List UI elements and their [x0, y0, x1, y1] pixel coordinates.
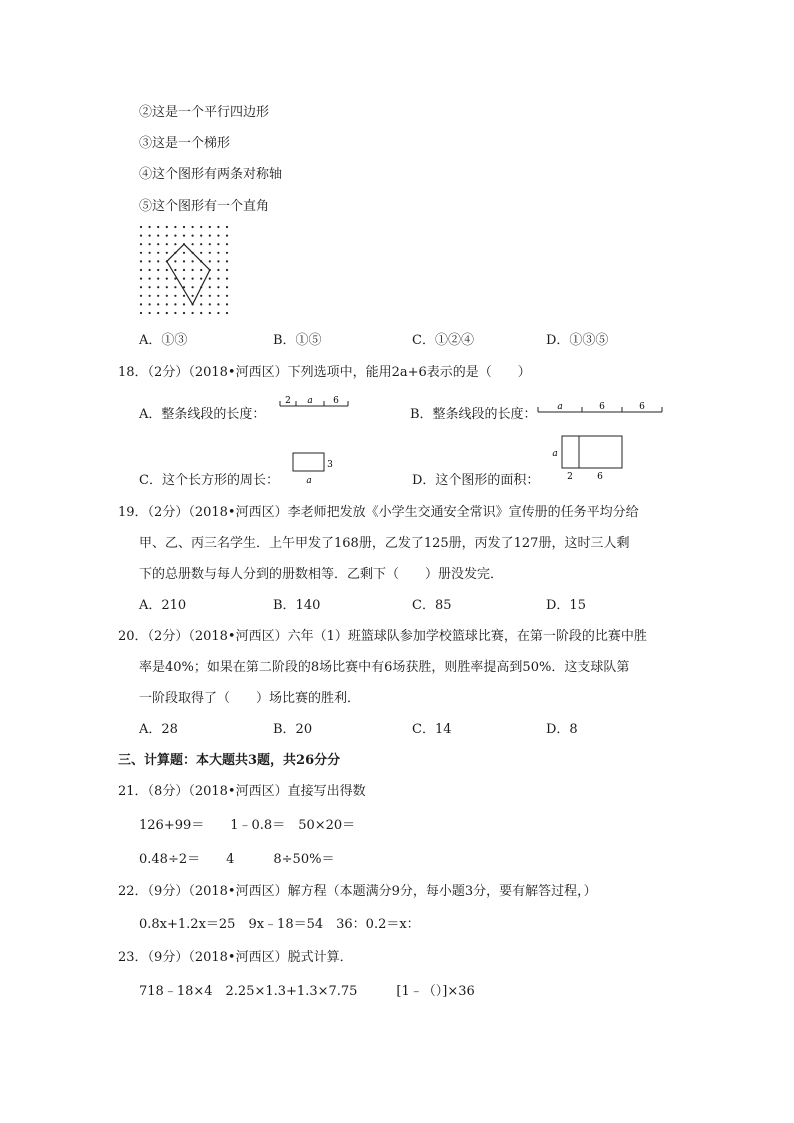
grid-dot	[226, 260, 228, 262]
grid-dot	[157, 278, 159, 280]
fig-d-label-6: 6	[597, 472, 603, 482]
grid-dot	[183, 303, 185, 305]
grid-dot	[200, 278, 202, 280]
grid-dot	[149, 252, 151, 254]
grid-dot	[217, 252, 219, 254]
q21-row-2: 0.48÷2＝ 4 8÷50%＝	[139, 852, 335, 867]
grid-dot	[157, 252, 159, 254]
grid-dot	[183, 260, 185, 262]
q23-stem: 23．（9分）（2018•河西区）脱式计算．	[118, 950, 353, 965]
grid-dot	[140, 243, 142, 245]
grid-dot	[192, 295, 194, 297]
grid-dot	[157, 295, 159, 297]
grid-dot	[140, 252, 142, 254]
q20-line-2: 率是40%；如果在第二阶段的8场比赛中有6场获胜，则胜率提高到50%．这支球队第	[139, 660, 630, 675]
grid-dot	[226, 235, 228, 237]
grid-dot	[200, 295, 202, 297]
grid-dot	[140, 235, 142, 237]
grid-dot	[140, 226, 142, 228]
grid-dot	[166, 235, 168, 237]
grid-dot	[217, 260, 219, 262]
q19-option-a: A．210	[139, 598, 187, 613]
grid-dot	[157, 235, 159, 237]
grid-dot	[192, 235, 194, 237]
fig-a-label-6: 6	[333, 396, 339, 406]
q19-option-c: C．85	[412, 598, 452, 613]
grid-dot	[174, 295, 176, 297]
fig-b-label-6b: 6	[639, 402, 645, 412]
grid-dot	[217, 235, 219, 237]
grid-dot	[226, 269, 228, 271]
q18-rectangle-figure-c	[290, 450, 340, 486]
q18-segment-figure-a	[278, 394, 350, 410]
q18-area-figure-d	[548, 432, 628, 484]
grid-dot	[209, 252, 211, 254]
grid-dot	[192, 312, 194, 314]
grid-dot	[140, 260, 142, 262]
q18-stem: 18．（2分）（2018•河西区）下列选项中，能用2a+6表示的是（ ）	[118, 365, 531, 380]
q18-option-a: A．整条线段的长度：	[139, 407, 266, 422]
grid-dot	[192, 278, 194, 280]
fig-d-label-2: 2	[567, 472, 573, 482]
grid-dot	[166, 226, 168, 228]
q17-option-c: C．①②④	[412, 333, 474, 348]
q21-row-1: 126+99＝ 1﹣0.8＝ 50×20＝	[139, 818, 356, 833]
grid-dot	[174, 312, 176, 314]
fig-a-label-2: 2	[285, 396, 291, 406]
grid-dot	[209, 303, 211, 305]
grid-dot	[140, 286, 142, 288]
q20-line-1: 20．（2分）（2018•河西区）六年（1）班篮球队参加学校篮球比赛，在第一阶段的比赛中胜	[118, 629, 647, 644]
grid-dot	[200, 269, 202, 271]
q17-statement-3: ③这是一个梯形	[139, 136, 231, 151]
grid-dot	[209, 243, 211, 245]
q20-option-a: A．28	[139, 722, 178, 737]
grid-dot	[192, 269, 194, 271]
grid-dot	[183, 278, 185, 280]
q20-option-c: C．14	[412, 722, 452, 737]
grid-dot	[226, 278, 228, 280]
grid-dot	[217, 278, 219, 280]
grid-dot	[157, 303, 159, 305]
q17-statement-2: ②这是一个平行四边形	[139, 105, 270, 120]
grid-dot	[149, 235, 151, 237]
grid-dot	[217, 269, 219, 271]
grid-dot	[209, 286, 211, 288]
fig-d-label-a: a	[552, 449, 558, 459]
grid-dot	[226, 303, 228, 305]
grid-dot	[209, 235, 211, 237]
grid-dot	[174, 235, 176, 237]
grid-dot	[149, 303, 151, 305]
grid-dot	[149, 243, 151, 245]
grid-dot	[192, 286, 194, 288]
grid-dot	[209, 226, 211, 228]
grid-dot	[174, 286, 176, 288]
q17-statement-5: ⑤这个图形有一个直角	[139, 199, 270, 214]
fig-b-label-a: a	[557, 402, 563, 412]
grid-dot	[140, 312, 142, 314]
grid-dot	[140, 295, 142, 297]
grid-dot	[157, 226, 159, 228]
q18-option-c: C．这个长方形的周长：	[139, 473, 279, 488]
q22-stem: 22．（9分）（2018•河西区）解方程（本题满分9分，每小题3分，要有解答过程，）	[118, 884, 597, 899]
q19-option-d: D．15	[546, 598, 586, 613]
q17-option-a: A．①③	[139, 333, 188, 348]
grid-dot	[183, 295, 185, 297]
q20-line-3: 一阶段取得了（ ）场比赛的胜利．	[139, 691, 361, 706]
grid-dot	[217, 295, 219, 297]
grid-dot	[166, 252, 168, 254]
grid-dot	[209, 260, 211, 262]
fig-b-label-6a: 6	[599, 402, 605, 412]
grid-dot	[174, 269, 176, 271]
grid-dot	[226, 312, 228, 314]
grid-dot	[174, 243, 176, 245]
grid-dot	[174, 303, 176, 305]
grid-dot	[226, 226, 228, 228]
grid-dot	[200, 235, 202, 237]
grid-dot	[192, 243, 194, 245]
grid-dot	[217, 286, 219, 288]
q19-line-1: 19．（2分）（2018•河西区）李老师把发放《小学生交通安全常识》宣传册的任务平均分给	[118, 505, 639, 520]
grid-dot	[217, 243, 219, 245]
kite-dot-grid-figure	[138, 224, 230, 322]
grid-dot	[183, 312, 185, 314]
grid-dot	[183, 269, 185, 271]
grid-dot	[226, 295, 228, 297]
grid-dot	[200, 252, 202, 254]
grid-dot	[217, 303, 219, 305]
grid-dot	[166, 269, 168, 271]
grid-dot	[157, 260, 159, 262]
q18-segment-figure-b	[536, 400, 664, 416]
grid-dot	[149, 226, 151, 228]
q17-option-d: D．①③⑤	[546, 333, 609, 348]
grid-dot	[157, 269, 159, 271]
grid-dot	[200, 303, 202, 305]
grid-dot	[226, 243, 228, 245]
q20-option-d: D．8	[546, 722, 578, 737]
q19-option-b: B．140	[273, 598, 321, 613]
grid-dot	[217, 312, 219, 314]
grid-dot	[149, 295, 151, 297]
grid-dot	[140, 278, 142, 280]
grid-dot	[166, 286, 168, 288]
q18-option-d: D．这个图形的面积：	[412, 473, 540, 488]
q21-stem: 21．（8分）（2018•河西区）直接写出得数	[118, 784, 366, 799]
grid-dot	[217, 226, 219, 228]
q22-equations: 0.8x+1.2x＝25 9x﹣18＝54 36：0.2＝x：	[139, 917, 420, 932]
grid-dot	[174, 260, 176, 262]
grid-dot	[166, 243, 168, 245]
grid-dot	[174, 226, 176, 228]
grid-dot	[149, 260, 151, 262]
grid-dot	[192, 260, 194, 262]
grid-dot	[183, 226, 185, 228]
grid-dot	[149, 269, 151, 271]
grid-dot	[209, 295, 211, 297]
grid-dot	[183, 235, 185, 237]
grid-dot	[140, 269, 142, 271]
q19-line-2: 甲、乙、丙三名学生．上午甲发了168册，乙发了125册，丙发了127册，这时三人剩	[139, 536, 630, 551]
kite-shape	[167, 244, 210, 304]
q23-expressions: 718﹣18×4 2.25×1.3+1.3×7.75 [1﹣（）]×36	[139, 984, 475, 999]
grid-dot	[149, 312, 151, 314]
grid-dot	[183, 252, 185, 254]
fig-c-label-a: a	[306, 476, 312, 486]
q17-option-b: B．①⑤	[273, 333, 322, 348]
grid-dot	[192, 226, 194, 228]
q20-option-b: B．20	[273, 722, 313, 737]
q19-line-3: 下的总册数与每人分到的册数相等．乙剩下（ ）册没发完．	[139, 567, 504, 582]
section-3-title: 三、计算题：本大题共3题，共26分分	[118, 753, 341, 768]
grid-dot	[140, 303, 142, 305]
grid-dot	[226, 286, 228, 288]
grid-dot	[209, 278, 211, 280]
grid-dot	[166, 278, 168, 280]
q18-option-b: B．整条线段的长度：	[410, 407, 537, 422]
grid-dot	[166, 295, 168, 297]
grid-dot	[200, 226, 202, 228]
q17-statement-4: ④这个图形有两条对称轴	[139, 167, 283, 182]
grid-dot	[149, 278, 151, 280]
grid-dot	[149, 286, 151, 288]
grid-dot	[200, 243, 202, 245]
grid-dot	[200, 312, 202, 314]
grid-dot	[209, 312, 211, 314]
grid-dot	[157, 312, 159, 314]
fig-c-label-3: 3	[327, 460, 333, 470]
grid-dot	[157, 286, 159, 288]
grid-dot	[166, 312, 168, 314]
grid-dot	[226, 252, 228, 254]
grid-dot	[157, 243, 159, 245]
fig-a-label-a: a	[307, 396, 313, 406]
grid-dot	[166, 303, 168, 305]
